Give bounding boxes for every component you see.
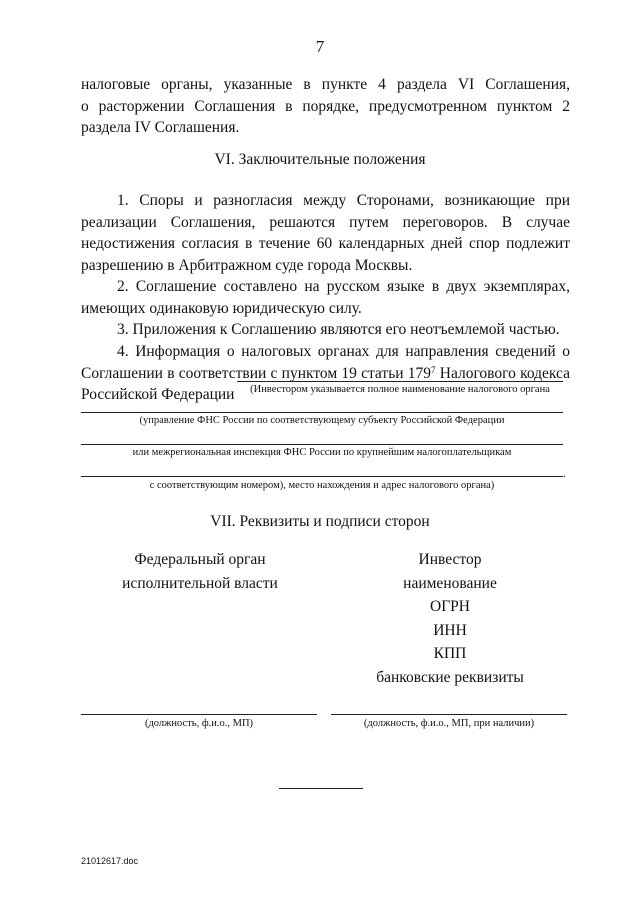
signature-hint-left: (должность, ф.и.о., МП) <box>144 718 254 729</box>
document-code: 21012617.doc <box>81 856 139 866</box>
tax-authority-fill-line[interactable] <box>81 476 563 477</box>
hint-fns-region: (управление ФНС России по соответствующему субъекту Российской Федерации <box>139 415 505 426</box>
clause-1 <box>81 190 570 276</box>
hint-interregional: или межрегиональная инспекция ФНС России по крупнейшим налогоплательщикам <box>132 447 512 458</box>
party-line: ОГРН <box>430 598 470 615</box>
clause-1-line: реализации Соглашения, решаются путем переговоров. В случае <box>81 213 570 231</box>
signature-line-left[interactable] <box>81 714 317 715</box>
tax-authority-fill-line[interactable] <box>81 412 563 413</box>
signature-line-right[interactable] <box>331 714 567 715</box>
clause-3 <box>81 319 570 341</box>
fill-line-end-dot: . <box>563 466 566 480</box>
clause-4 <box>81 341 570 406</box>
clause-4-line: 4. Информация о налоговых органах для направления сведений о <box>117 343 570 360</box>
closing-rule <box>279 788 363 789</box>
hint-tax-authority-name: (Инвестором указывается полное наименование налогового органа <box>250 384 550 395</box>
party-line: ИНН <box>433 621 467 639</box>
party-investor <box>350 548 550 689</box>
clause-4-line: Российской Федерации <box>81 386 235 404</box>
clause-2 <box>81 276 570 319</box>
party-federal-authority <box>100 548 300 595</box>
intro-paragraph <box>81 74 570 139</box>
party-line: КПП <box>433 645 467 662</box>
intro-line: о расторжении Соглашения в порядке, предусмотренном пунктом 2 <box>81 97 570 115</box>
party-line: Федеральный орган <box>134 551 266 568</box>
page-number: 7 <box>315 37 325 56</box>
hint-address: с соответствующим номером), место нахождения и адрес налогового органа) <box>149 480 495 491</box>
party-line: Инвестор <box>418 551 482 568</box>
clause-3-line: 3. Приложения к Соглашению являются его неотъемлемой частью. <box>117 321 560 338</box>
clause-4-text: Соглашении в соответствии с пунктом 19 статьи 179 <box>81 364 432 382</box>
clause-2-line: имеющих одинаковую юридическую силу. <box>81 299 362 317</box>
intro-line: раздела IV Соглашения. <box>81 119 240 137</box>
tax-authority-fill-line[interactable] <box>237 381 563 382</box>
clause-1-line: 1. Споры и разногласия между Сторонами, возникающие при <box>117 192 570 209</box>
tax-authority-fill-line[interactable] <box>81 444 563 445</box>
party-line: банковские реквизиты <box>376 668 524 686</box>
clause-1-line: разрешению в Арбитражном суде города Москвы. <box>81 256 413 274</box>
section-6-title: VI. Заключительные положения <box>214 151 426 168</box>
footnote-mark: 7 <box>431 364 436 375</box>
party-line: исполнительной власти <box>122 574 278 592</box>
section-7-title: VII. Реквизиты и подписи сторон <box>210 513 430 530</box>
clause-2-line: 2. Соглашение составлено на русском языке в двух экземплярах, <box>117 278 570 295</box>
intro-line: налоговые органы, указанные в пункте 4 раздела VI Соглашения, <box>81 76 570 93</box>
clause-1-line: недостижения согласия в течение 60 календарных дней спор подлежит <box>81 235 570 253</box>
party-line: наименование <box>403 574 497 592</box>
clause-4-text: Налогового кодекса <box>435 364 570 382</box>
signature-hint-right: (должность, ф.и.о., МП, при наличии) <box>363 718 535 729</box>
